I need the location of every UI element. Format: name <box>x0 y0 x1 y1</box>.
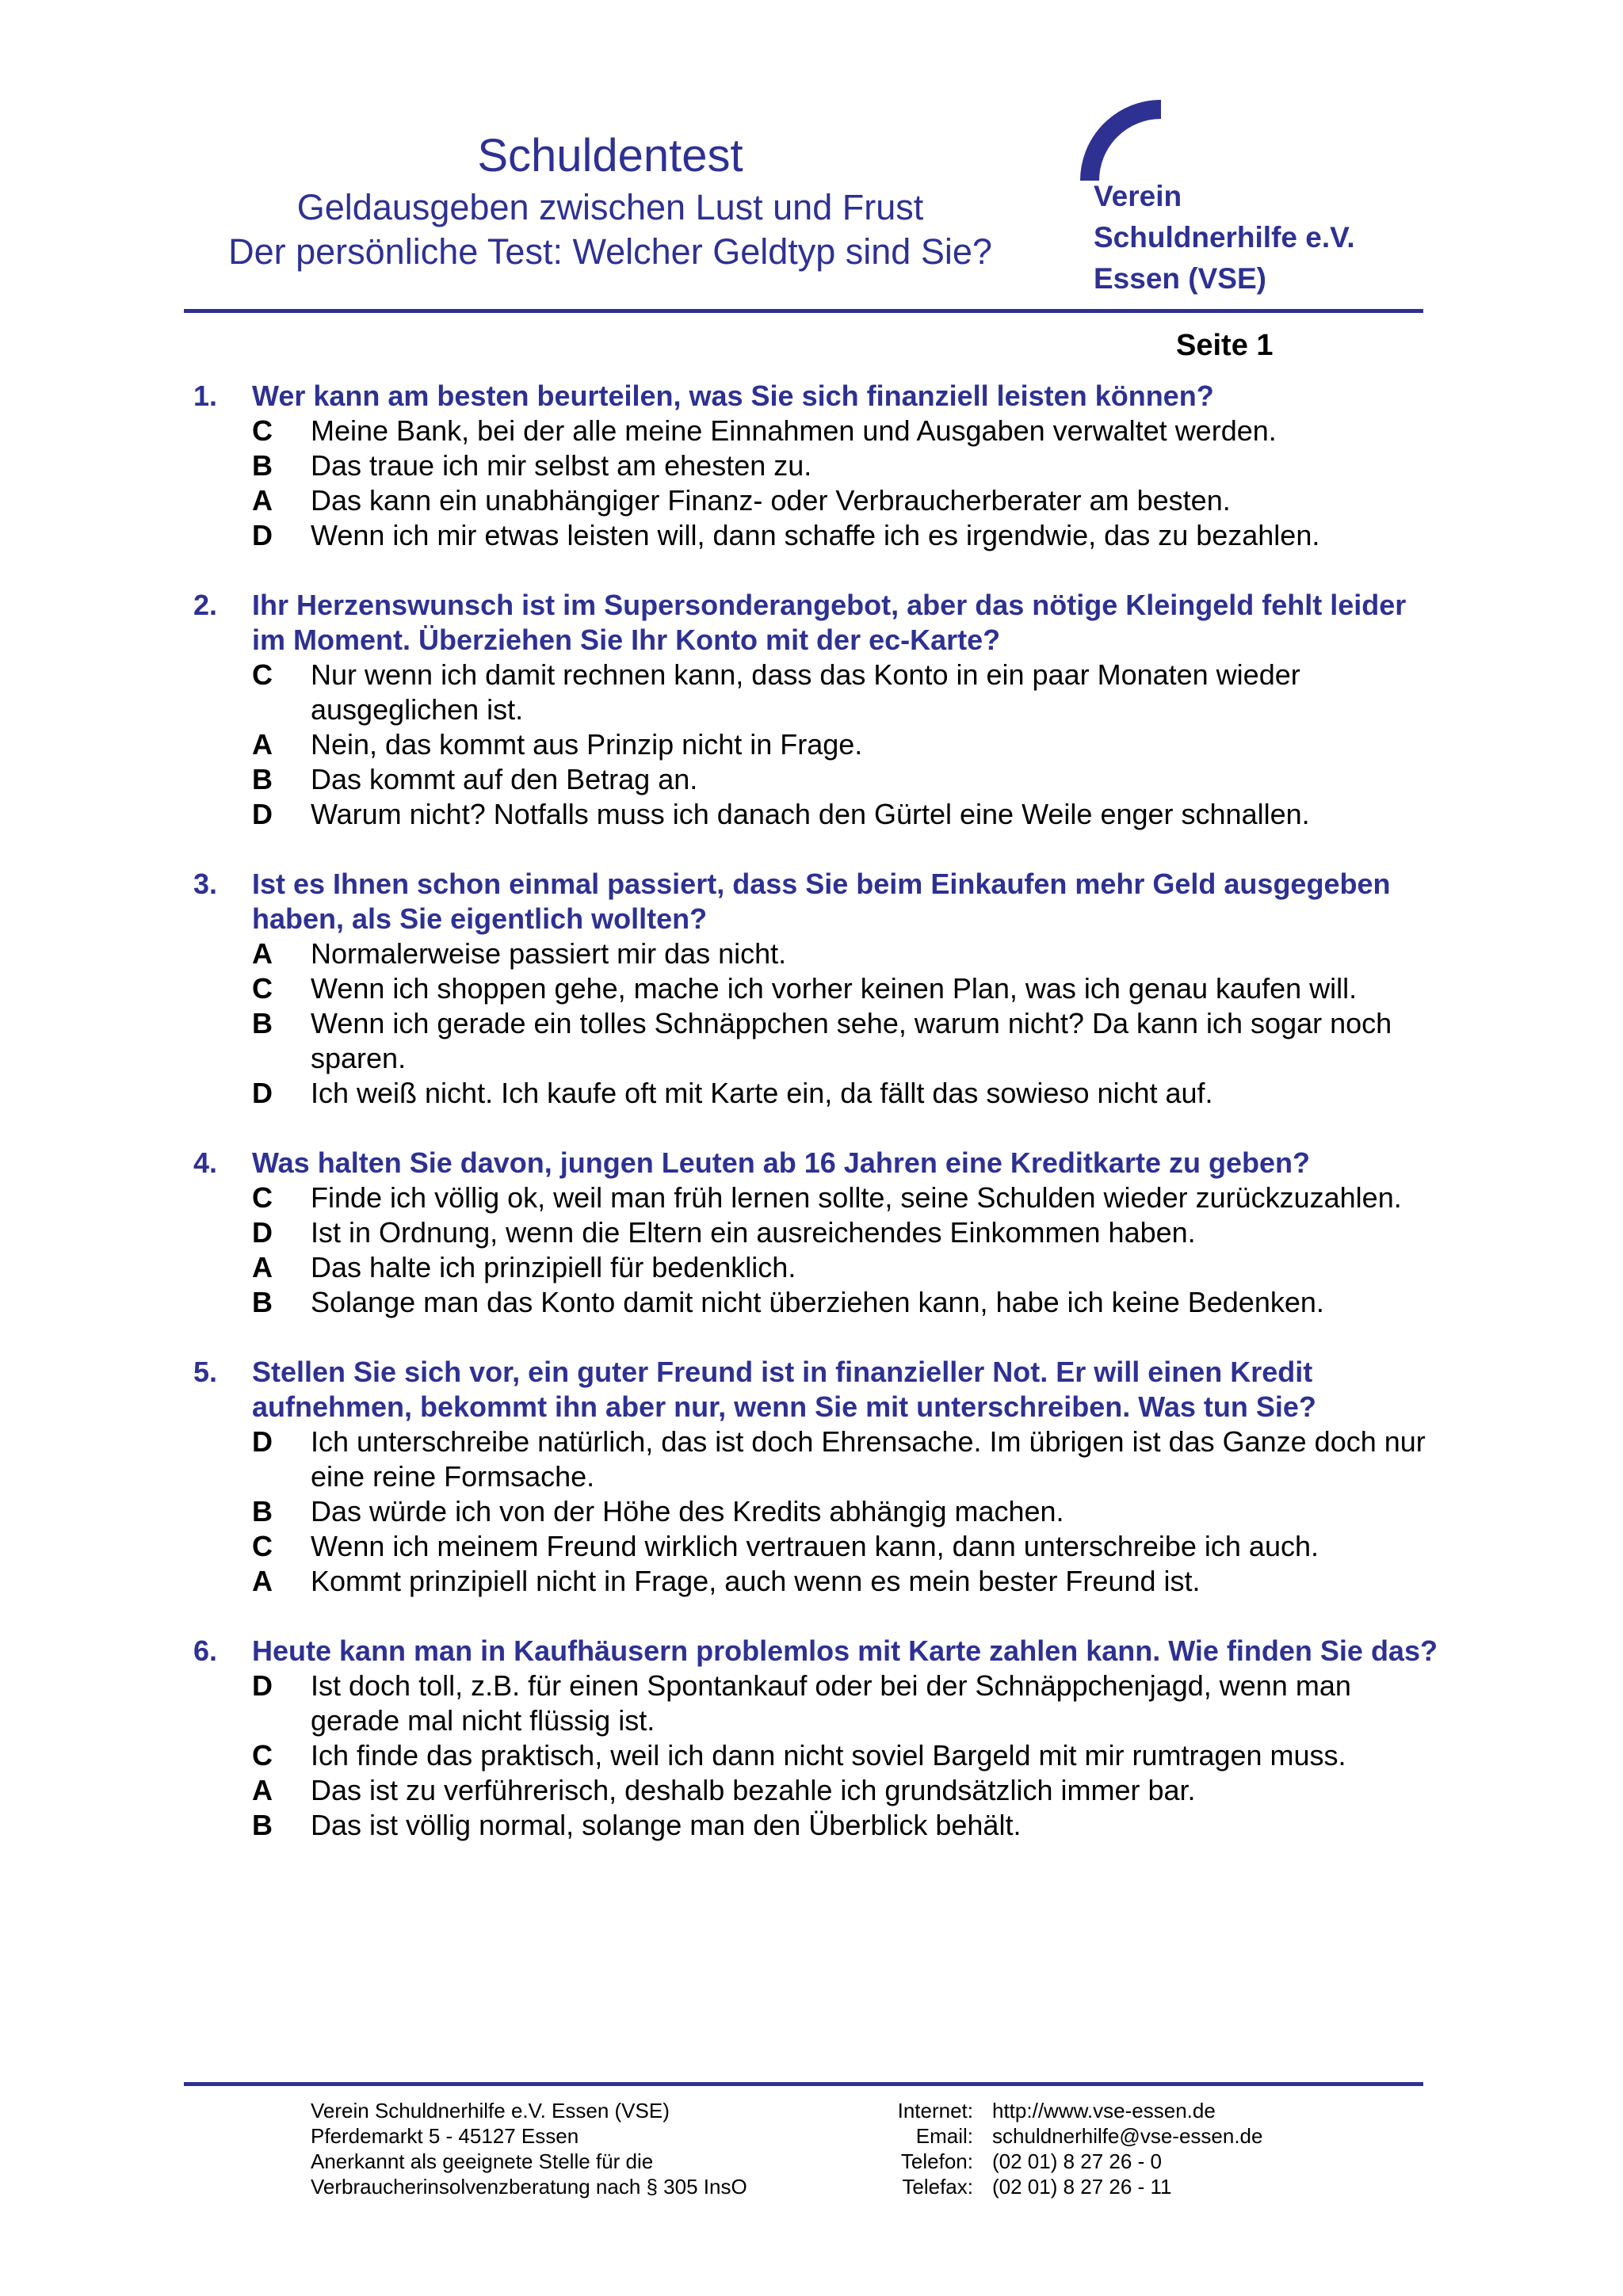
answer-option <box>193 414 1445 448</box>
answer-text: Das ist zu verführerisch, deshalb bezahle ich grundsätzlich immer bar. <box>311 1774 1196 1806</box>
answer-option <box>193 1006 1445 1076</box>
org-line-1: Verein <box>1094 180 1182 212</box>
answer-option <box>193 518 1445 553</box>
organization-name <box>1094 176 1426 299</box>
answer-letter: D <box>252 1216 273 1249</box>
footer-accreditation-2: Verbraucherinsolvenzberatung nach § 305 InsO <box>311 2175 747 2199</box>
logo-arc-icon <box>1066 93 1169 181</box>
footer-email-row <box>880 2123 1262 2149</box>
answer-option <box>193 1285 1445 1320</box>
question-text: Was halten Sie davon, jungen Leuten ab 16 Jahren eine Kreditkarte zu geben? <box>252 1146 1310 1179</box>
answer-option <box>193 1215 1445 1250</box>
answer-text: Warum nicht? Notfalls muss ich danach den Gürtel eine Weile enger schnallen. <box>311 798 1310 830</box>
answer-letter: B <box>252 1007 273 1039</box>
answer-option <box>193 1738 1445 1773</box>
subtitle-2: Der persönliche Test: Welcher Geldtyp sind Sie? <box>228 231 992 272</box>
question-block <box>193 867 1445 1111</box>
answer-letter: A <box>252 1251 273 1283</box>
email-label: Email: <box>915 2124 973 2148</box>
question-heading <box>193 867 1445 936</box>
header-divider <box>184 309 1423 313</box>
answer-option <box>193 1808 1445 1843</box>
answer-option <box>193 1425 1445 1494</box>
question-block <box>193 1355 1445 1599</box>
answer-text: Wenn ich meinem Freund wirklich vertrauen kann, dann unterschreibe ich auch. <box>311 1530 1319 1562</box>
answer-text: Das würde ich von der Höhe des Kredits abhängig machen. <box>311 1495 1064 1527</box>
answer-letter: A <box>252 484 273 517</box>
answer-letter: D <box>252 798 273 830</box>
answer-option <box>193 1076 1445 1111</box>
answer-text: Ich unterschreibe natürlich, das ist doch Ehrensache. Im übrigen ist das Ganze doch nur eine reine Formsache. <box>311 1425 1426 1493</box>
answer-option <box>193 1773 1445 1808</box>
answer-text: Nur wenn ich damit rechnen kann, dass das Konto in ein paar Monaten wieder ausgeglichen ist. <box>311 658 1300 726</box>
answer-letter: A <box>252 728 273 761</box>
question-text: Heute kann man in Kaufhäusern problemlos mit Karte zahlen kann. Wie finden Sie das? <box>252 1634 1438 1667</box>
answer-text: Ich weiß nicht. Ich kaufe oft mit Karte ein, da fällt das sowieso nicht auf. <box>311 1077 1213 1109</box>
answer-text: Wenn ich gerade ein tolles Schnäppchen sehe, warum nicht? Da kann ich sogar noch sparen. <box>311 1007 1392 1074</box>
phone-value: (02 01) 8 27 26 - 0 <box>992 2149 1162 2173</box>
answer-letter: C <box>252 1181 273 1214</box>
footer-address <box>311 2098 747 2199</box>
internet-label: Internet: <box>897 2099 973 2122</box>
footer-fax-row <box>880 2174 1262 2199</box>
document-header <box>158 127 1062 274</box>
footer-contact <box>880 2098 1262 2199</box>
question-heading <box>193 588 1445 658</box>
question-number: 3. <box>193 868 218 900</box>
footer-divider <box>184 2082 1423 2086</box>
answer-option <box>193 658 1445 727</box>
answer-letter: B <box>252 1286 273 1318</box>
question-text: Wer kann am besten beurteilen, was Sie sich finanziell leisten können? <box>252 379 1214 412</box>
footer-internet-row <box>880 2098 1262 2123</box>
question-block <box>193 379 1445 553</box>
answer-letter: A <box>252 937 273 970</box>
answer-text: Ist doch toll, z.B. für einen Spontankauf oder bei der Schnäppchenjagd, wenn man gerade mal nicht flüssig ist. <box>311 1669 1351 1737</box>
answer-text: Das ist völlig normal, solange man den Überblick behält. <box>311 1809 1022 1841</box>
answer-option <box>193 1564 1445 1599</box>
answer-option <box>193 1250 1445 1285</box>
answer-letter: C <box>252 1739 273 1772</box>
answer-text: Finde ich völlig ok, weil man früh lernen sollte, seine Schulden wieder zurückzuzahlen. <box>311 1181 1402 1214</box>
answer-letter: D <box>252 1425 273 1458</box>
question-block <box>193 1634 1445 1843</box>
answer-option <box>193 448 1445 483</box>
question-text: Ihr Herzenswunsch ist im Supersonderangebot, aber das nötige Kleingeld fehlt leider im Moment. Überziehen Sie Ihr Konto mit der ec-Karte? <box>252 589 1407 656</box>
page-number: Seite 1 <box>1176 329 1274 362</box>
answer-letter: A <box>252 1565 273 1597</box>
answer-letter: C <box>252 414 273 447</box>
answer-text: Normalerweise passiert mir das nicht. <box>311 937 787 970</box>
question-heading <box>193 379 1445 414</box>
question-block <box>193 1146 1445 1320</box>
footer-accreditation-1: Anerkannt als geeignete Stelle für die <box>311 2149 654 2173</box>
answer-text: Solange man das Konto damit nicht überziehen kann, habe ich keine Bedenken. <box>311 1286 1324 1318</box>
question-list <box>193 379 1445 1878</box>
answer-letter: B <box>252 1495 273 1527</box>
answer-letter: C <box>252 972 273 1005</box>
answer-letter: C <box>252 1530 273 1562</box>
answer-option <box>193 762 1445 797</box>
page-title: Schuldentest <box>477 130 743 181</box>
footer-phone-row <box>880 2149 1262 2174</box>
answer-text: Das halte ich prinzipiell für bedenklich. <box>311 1251 796 1283</box>
answer-letter: B <box>252 1809 273 1841</box>
answer-option <box>193 1494 1445 1529</box>
question-text: Stellen Sie sich vor, ein guter Freund ist in finanzieller Not. Er will einen Kredit aufnehmen, bekommt ihn aber nur, wenn Sie mit unterschreiben. Was tun Sie? <box>252 1356 1316 1423</box>
email-link[interactable]: schuldnerhilfe@vse-essen.de <box>992 2124 1263 2148</box>
question-text: Ist es Ihnen schon einmal passiert, dass Sie beim Einkaufen mehr Geld ausgegeben haben, als Sie eigentlich wollten? <box>252 868 1391 935</box>
question-heading <box>193 1355 1445 1425</box>
question-number: 2. <box>193 589 218 621</box>
answer-option <box>193 1529 1445 1564</box>
answer-option <box>193 1669 1445 1738</box>
question-number: 4. <box>193 1146 218 1179</box>
question-number: 5. <box>193 1356 218 1388</box>
answer-text: Ist in Ordnung, wenn die Eltern ein ausreichendes Einkommen haben. <box>311 1216 1196 1249</box>
answer-text: Das kann ein unabhängiger Finanz- oder Verbraucherberater am besten. <box>311 484 1231 517</box>
fax-value: (02 01) 8 27 26 - 11 <box>992 2175 1172 2199</box>
internet-link[interactable]: http://www.vse-essen.de <box>992 2099 1216 2122</box>
footer-org: Verein Schuldnerhilfe e.V. Essen (VSE) <box>311 2099 670 2122</box>
answer-option <box>193 483 1445 518</box>
answer-letter: B <box>252 763 273 795</box>
answer-letter: D <box>252 1669 273 1702</box>
answer-option <box>193 936 1445 971</box>
question-block <box>193 588 1445 832</box>
answer-text: Das traue ich mir selbst am ehesten zu. <box>311 449 812 482</box>
answer-option <box>193 797 1445 832</box>
org-line-2: Schuldnerhilfe e.V. <box>1094 221 1355 254</box>
question-heading <box>193 1146 1445 1180</box>
answer-text: Nein, das kommt aus Prinzip nicht in Frage. <box>311 728 863 761</box>
answer-letter: D <box>252 1077 273 1109</box>
answer-text: Wenn ich shoppen gehe, mache ich vorher keinen Plan, was ich genau kaufen will. <box>311 972 1358 1005</box>
answer-text: Meine Bank, bei der alle meine Einnahmen und Ausgaben verwaltet werden. <box>311 414 1277 447</box>
footer-street: Pferdemarkt 5 - 45127 Essen <box>311 2124 579 2148</box>
question-number: 1. <box>193 379 218 412</box>
phone-label: Telefon: <box>900 2149 973 2173</box>
answer-text: Wenn ich mir etwas leisten will, dann schaffe ich es irgendwie, das zu bezahlen. <box>311 519 1320 551</box>
answer-text: Ich finde das praktisch, weil ich dann nicht soviel Bargeld mit mir rumtragen muss. <box>311 1739 1346 1772</box>
fax-label: Telefax: <box>902 2175 973 2199</box>
answer-text: Das kommt auf den Betrag an. <box>311 763 698 795</box>
answer-letter: C <box>252 658 273 691</box>
org-line-3: Essen (VSE) <box>1094 262 1266 295</box>
subtitle-1: Geldausgeben zwischen Lust und Frust <box>296 187 924 227</box>
question-number: 6. <box>193 1634 218 1667</box>
answer-letter: D <box>252 519 273 551</box>
answer-option <box>193 971 1445 1006</box>
answer-text: Kommt prinzipiell nicht in Frage, auch wenn es mein bester Freund ist. <box>311 1565 1201 1597</box>
question-heading <box>193 1634 1445 1669</box>
answer-letter: B <box>252 449 273 482</box>
answer-letter: A <box>252 1774 273 1806</box>
answer-option <box>193 727 1445 762</box>
answer-option <box>193 1180 1445 1215</box>
